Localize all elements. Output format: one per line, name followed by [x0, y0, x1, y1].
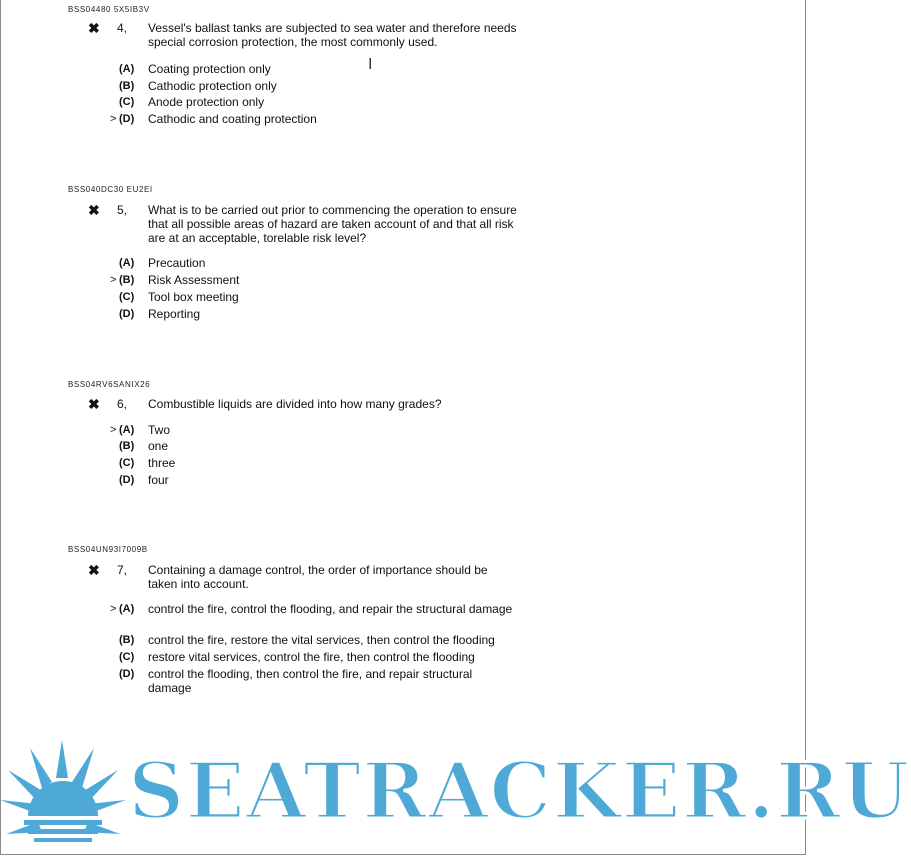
option-letter: (C): [119, 291, 135, 303]
correct-marker: >: [110, 603, 117, 615]
option-text: Cathodic and coating protection: [148, 112, 317, 126]
option-text: Cathodic protection only: [148, 79, 277, 93]
option-text: Anode protection only: [148, 95, 265, 109]
cross-mark-icon: ✖: [88, 562, 100, 578]
option-letter: (A): [119, 603, 135, 615]
question-number: 6,: [117, 397, 128, 411]
option-text: Two: [148, 423, 171, 437]
option-letter: (A): [119, 63, 135, 75]
question-id: BSS04RV6SANIX26: [68, 380, 151, 389]
question-text: Vessel's ballast tanks are subjected to sea water and therefore needs special corrosion protection, the most commonly used.: [148, 21, 517, 49]
correct-marker: >: [110, 113, 117, 125]
option-letter: (A): [119, 424, 135, 436]
option-text: four: [148, 473, 169, 487]
question-text: What is to be carried out prior to commencing the operation to ensure that all possible areas of hazard are taken account of and that all risk are at an acceptable, torelable risk level?: [148, 203, 517, 245]
option-text: Reporting: [148, 307, 201, 321]
option-text: three: [148, 456, 176, 470]
correct-marker: >: [110, 424, 117, 436]
cross-mark-icon: ✖: [88, 20, 100, 36]
question-text: Combustible liquids are divided into how many grades?: [148, 397, 442, 411]
correct-marker: >: [110, 274, 117, 286]
option-letter: (D): [119, 668, 135, 680]
sun-icon: [0, 738, 130, 855]
option-letter: (B): [119, 274, 135, 286]
option-text: control the flooding, then control the fire, and repair structural damage: [148, 667, 473, 695]
option-text: Risk Assessment: [148, 273, 240, 287]
option-letter: (D): [119, 308, 135, 320]
option-letter: (B): [119, 634, 135, 646]
option-letter: (B): [119, 80, 135, 92]
option-text: Coating protection only: [148, 62, 271, 76]
question-number: 4,: [117, 21, 128, 35]
question-id: BSS040DC30 EU2EI: [68, 185, 153, 194]
text-cursor-icon: I: [368, 56, 373, 73]
option-letter: (C): [119, 457, 135, 469]
question-id: BSS04UN93I7009B: [68, 545, 148, 554]
question-number: 7,: [117, 563, 128, 577]
option-letter: (C): [119, 96, 135, 108]
option-text: control the fire, restore the vital services, then control the flooding: [148, 633, 495, 647]
option-text: restore vital services, control the fire, then control the flooding: [148, 650, 475, 664]
option-letter: (C): [119, 651, 135, 663]
option-text: Tool box meeting: [148, 290, 239, 304]
option-letter: (D): [119, 113, 135, 125]
option-text: Precaution: [148, 256, 206, 270]
question-text: Containing a damage control, the order of importance should be taken into account.: [148, 563, 488, 591]
option-letter: (A): [119, 257, 135, 269]
question-id: BSS04480 5X5IB3V: [68, 5, 150, 14]
option-text: control the fire, control the flooding, and repair the structural damage: [148, 602, 513, 616]
watermark-text: SEATRACKER.RU: [128, 746, 911, 837]
cross-mark-icon: ✖: [88, 396, 100, 412]
option-text: one: [148, 439, 169, 453]
question-number: 5,: [117, 203, 128, 217]
option-letter: (D): [119, 474, 135, 486]
cross-mark-icon: ✖: [88, 202, 100, 218]
option-letter: (B): [119, 440, 135, 452]
